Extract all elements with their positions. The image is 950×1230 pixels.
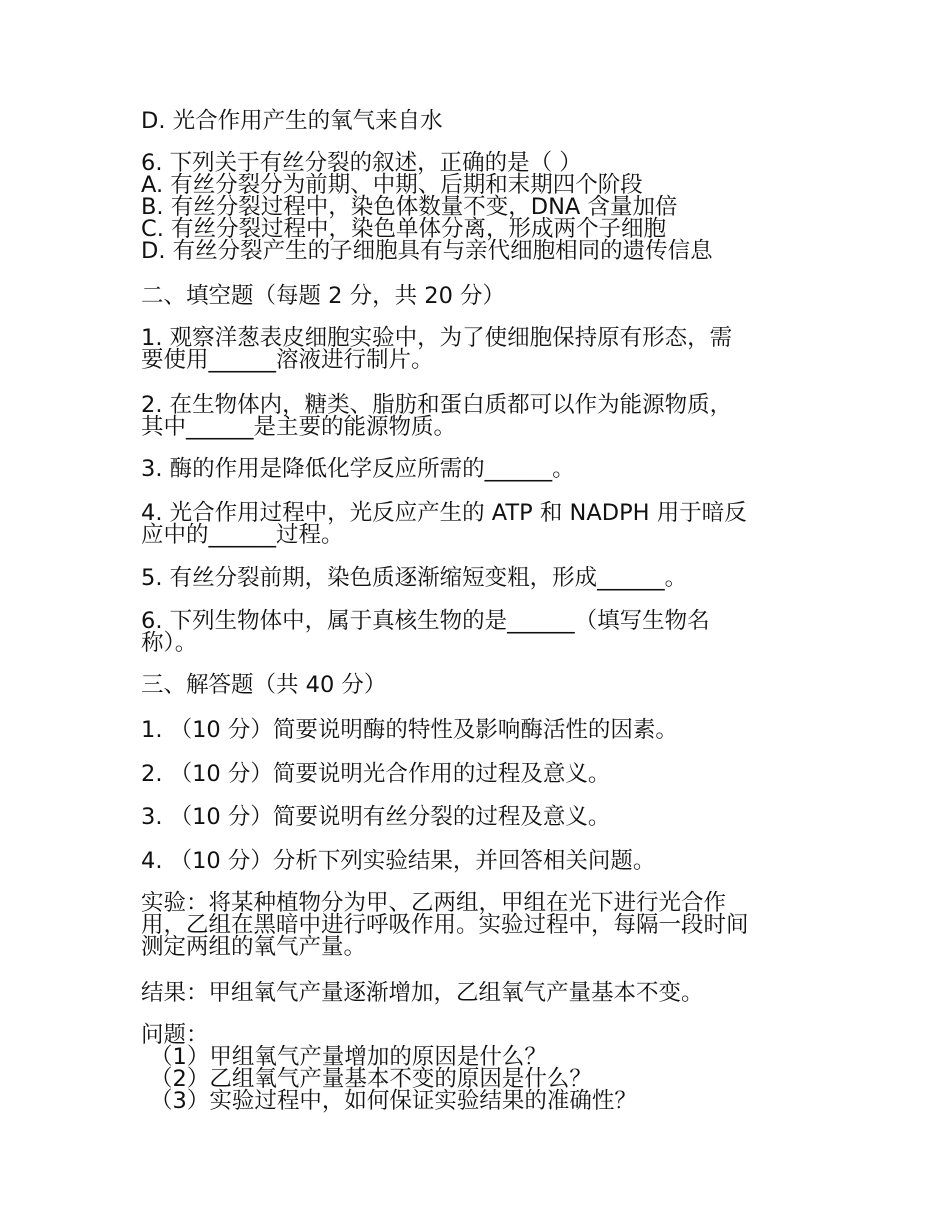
q6-option-d: D. 有丝分裂产生的子细胞具有与亲代细胞相同的遗传信息	[141, 238, 713, 264]
fill-item-2-line1: 2. 在生物体内，糖类、脂肪和蛋白质都可以作为能源物质，	[141, 392, 733, 418]
fill-item-3: 3. 酶的作用是降低化学反应所需的______。	[141, 456, 575, 482]
fill-item-1-line2: 要使用______溶液进行制片。	[141, 347, 434, 373]
q6-stem: 6. 下列关于有丝分裂的叙述，正确的是（ ）	[141, 150, 582, 176]
answer-question-4: 4. （10 分）分析下列实验结果，并回答相关问题。	[141, 848, 656, 874]
fill-item-5: 5. 有丝分裂前期，染色质逐渐缩短变粗，形成______。	[141, 565, 688, 591]
fill-item-6-line1: 6. 下列生物体中，属于真核生物的是______（填写生物名	[141, 608, 710, 634]
experiment-line-3: 测定两组的氧气产量。	[141, 934, 367, 960]
q6-option-b: B. 有丝分裂过程中，染色体数量不变，DNA 含量加倍	[141, 194, 678, 220]
answer-question-1: 1. （10 分）简要说明酶的特性及影响酶活性的因素。	[141, 717, 678, 743]
problem-2: （2）乙组氧气产量基本不变的原因是什么？	[150, 1066, 592, 1092]
q5-option-d: D. 光合作用产生的氧气来自水	[141, 108, 443, 134]
problem-1: （1）甲组氧气产量增加的原因是什么？	[150, 1044, 547, 1070]
problems-label: 问题：	[141, 1022, 209, 1048]
answer-question-2: 2. （10 分）简要说明光合作用的过程及意义。	[141, 761, 611, 787]
q6-option-c: C. 有丝分裂过程中，染色单体分离，形成两个子细胞	[141, 216, 667, 242]
fill-item-6-line2: 称）。	[141, 630, 198, 656]
fill-item-4-line2: 应中的______过程。	[141, 522, 344, 548]
experiment-line-2: 用，乙组在黑暗中进行呼吸作用。实验过程中，每隔一段时间	[141, 912, 749, 938]
fill-item-2-line2: 其中______是主要的能源物质。	[141, 414, 457, 440]
section2-heading: 二、填空题（每题 2 分，共 20 分）	[141, 283, 506, 309]
problem-3: （3）实验过程中，如何保证实验结果的准确性？	[150, 1088, 637, 1114]
q6-option-a: A. 有丝分裂分为前期、中期、后期和末期四个阶段	[141, 172, 643, 198]
experiment-result: 结果：甲组氧气产量逐渐增加，乙组氧气产量基本不变。	[141, 980, 704, 1006]
fill-item-4-line1: 4. 光合作用过程中，光反应产生的 ATP 和 NADPH 用于暗反	[141, 500, 747, 526]
fill-item-1-line1: 1. 观察洋葱表皮细胞实验中，为了使细胞保持原有形态，需	[141, 325, 733, 351]
section3-heading: 三、解答题（共 40 分）	[141, 672, 387, 698]
experiment-line-1: 实验：将某种植物分为甲、乙两组，甲组在光下进行光合作	[141, 890, 727, 916]
answer-question-3: 3. （10 分）简要说明有丝分裂的过程及意义。	[141, 804, 611, 830]
